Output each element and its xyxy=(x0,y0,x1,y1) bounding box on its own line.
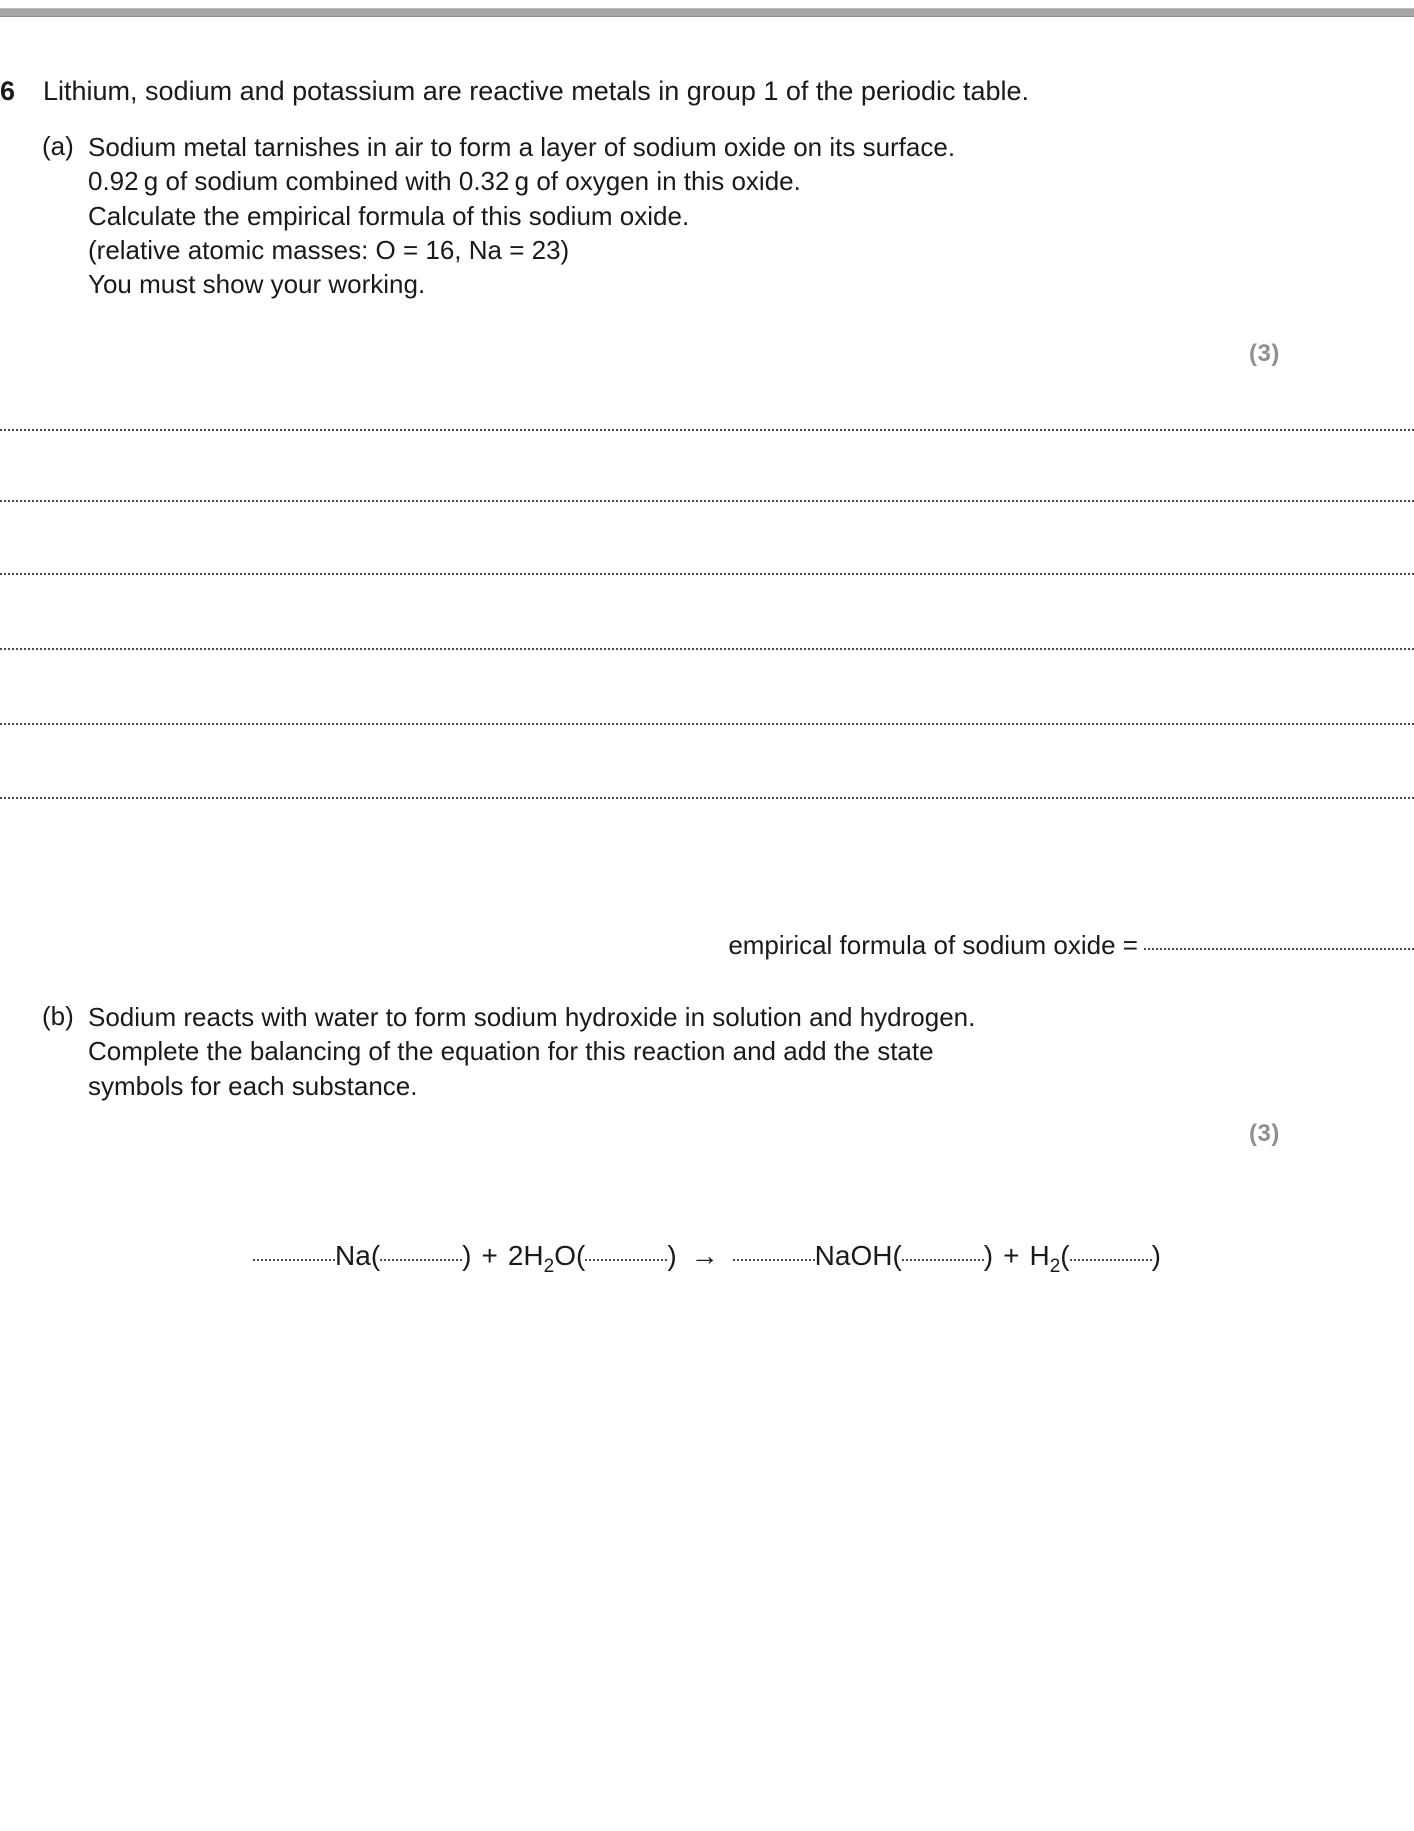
part-b-para2-line2: symbols for each substance. xyxy=(88,1070,418,1101)
part-b-body xyxy=(88,1000,1208,1103)
answer-line[interactable] xyxy=(0,500,1414,502)
equation-close-paren-4: ) xyxy=(1151,1240,1161,1271)
equation-plus-2: + xyxy=(1003,1240,1020,1271)
equation-blank-naoh-state[interactable] xyxy=(902,1246,984,1261)
part-a-para3: You must show your working. xyxy=(88,269,426,300)
part-a-marks: (3) xyxy=(1249,340,1280,367)
equation-h2o-coefficient: 2 xyxy=(507,1240,524,1271)
equation-h2o-h: H xyxy=(523,1240,544,1271)
equation-naoh-formula: NaOH xyxy=(814,1240,893,1271)
equation-open-paren-4: ( xyxy=(1060,1240,1070,1271)
equation-open-paren-1: ( xyxy=(370,1240,381,1271)
equation-h2-subscript: 2 xyxy=(1049,1256,1061,1277)
part-a-answer-blank[interactable] xyxy=(1144,934,1414,950)
equation-blank-h2o-state[interactable] xyxy=(585,1246,667,1261)
part-b-label: (b) xyxy=(42,1001,74,1031)
page-top-rule xyxy=(0,8,1414,17)
part-a-para2-line1: Calculate the empirical formula of this sodium oxide. xyxy=(88,200,690,231)
equation-close-paren-2: ) xyxy=(667,1240,677,1271)
equation-h2o-subscript: 2 xyxy=(543,1256,555,1277)
answer-line[interactable] xyxy=(0,648,1414,650)
part-a-answer-prompt-label: empirical formula of sodium oxide = xyxy=(728,930,1138,960)
equation-h2-h: H xyxy=(1029,1240,1050,1271)
answer-line[interactable] xyxy=(0,429,1414,431)
answer-line[interactable] xyxy=(0,797,1414,799)
equation-blank-h2-state[interactable] xyxy=(1070,1246,1152,1261)
part-b-marks: (3) xyxy=(1249,1120,1280,1147)
answer-line[interactable] xyxy=(0,723,1414,725)
equation-plus-1: + xyxy=(481,1240,498,1271)
equation-arrow-icon: → xyxy=(690,1240,719,1271)
equation-close-paren-1: ) xyxy=(462,1240,472,1271)
equation-na-formula: Na xyxy=(335,1240,371,1271)
equation-blank-na-state[interactable] xyxy=(380,1246,462,1261)
part-b-para2-line1: Complete the balancing of the equation for this reaction and add the state xyxy=(88,1036,934,1067)
part-a-answer-prompt-row xyxy=(0,930,1414,961)
part-a-label: (a) xyxy=(42,131,74,161)
equation-blank-na-coefficient[interactable] xyxy=(253,1246,335,1261)
equation-blank-naoh-coefficient[interactable] xyxy=(733,1246,815,1261)
question-number: 6 xyxy=(0,76,16,106)
equation-open-paren-3: ( xyxy=(892,1240,902,1271)
equation-h2o-o: O xyxy=(554,1240,577,1271)
part-a-para1-line2: 0.92 g of sodium combined with 0.32 g of oxygen in this oxide. xyxy=(88,166,801,197)
equation-close-paren-3: ) xyxy=(983,1240,994,1271)
question-stem: Lithium, sodium and potassium are reactive metals in group 1 of the periodic table. xyxy=(43,76,1030,106)
equation-open-paren-2: ( xyxy=(576,1240,586,1271)
part-b-para1: Sodium reacts with water to form sodium hydroxide in solution and hydrogen. xyxy=(88,1002,976,1032)
part-a-para1-line1: Sodium metal tarnishes in air to form a layer of sodium oxide on its surface. xyxy=(88,132,956,162)
answer-line[interactable] xyxy=(0,573,1414,575)
part-a-body xyxy=(88,130,1208,302)
part-a-para2-line2: (relative atomic masses: O = 16, Na = 23) xyxy=(88,234,570,265)
chemical-equation xyxy=(0,1240,1414,1278)
